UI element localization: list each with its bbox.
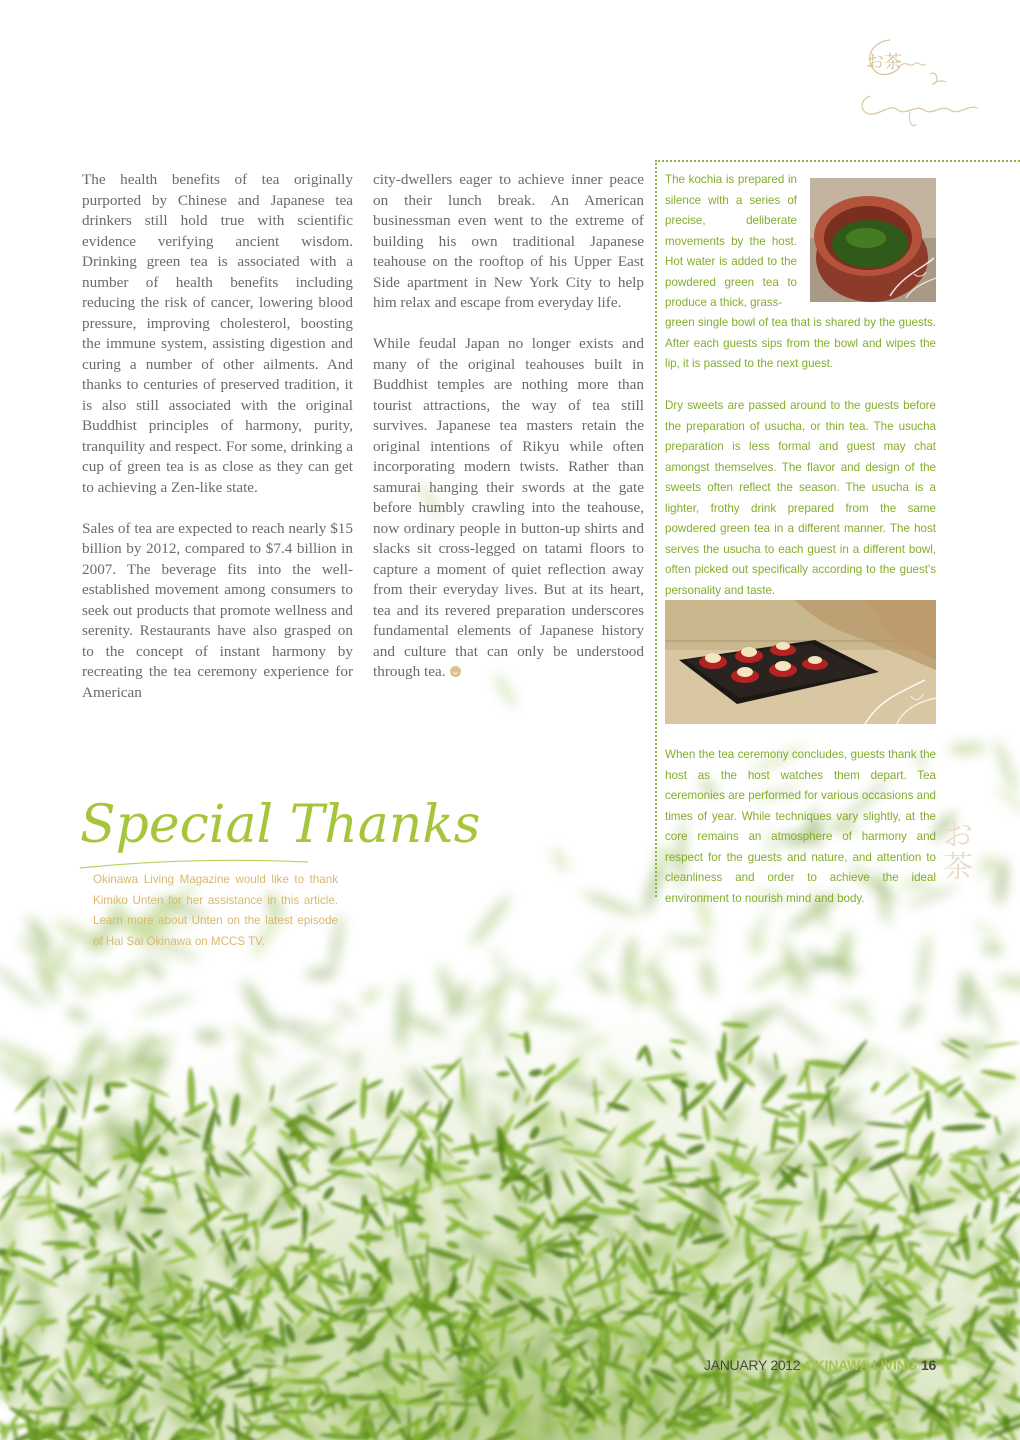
sidebar-text: The kochia is prepared in silence with a series of precise, deliberate movements by the host. Hot water is added to the powdered green tea to produce a thick, grass-: [665, 173, 797, 309]
sweets-tray-photo: [665, 600, 936, 724]
matcha-bowl-photo: [810, 178, 936, 302]
article-paragraph: city-dwellers eager to achieve inner peace on their lunch break. An American businessman even went to the extreme of building his own traditional Japanese teahouse on the rooftop of his Upper East Side apartment in New York City to help him relax and escape from everyday life.: [373, 171, 644, 311]
magazine-name: OKINAWA LIVING: [804, 1357, 918, 1373]
article-paragraph: The health benefits of tea originally purported by Chinese and Japanese tea drinkers still hold true with scientific evidence verifying ancient wisdom. Drinking green tea is associated with a number of health benefits including reducing the risk of cancer, lowering blood pressure, improving cholesterol, boosting the immune system, assisting digestion and curing a number of other ailments. And thanks to centuries of preserved tradition, it is also still associated with the original Buddhist principles of harmony, purity, tranquility and respect. For some, drinking a cup of green tea is as close as they can get to achieving a Zen-like state.: [82, 171, 353, 496]
sidebar-text: Dry sweets are passed around to the guests before the preparation of usucha, or thin tea. The usucha preparation is less formal and guest may chat amongst themselves. The flavor and design of the sweets often reflect the season. The usucha is a lighter, frothy drink prepared from the same powdered green tea in a different manner. The host serves the usucha to each guest in a different bowl, often picked out specifically according to the guest's personality and taste.: [665, 399, 936, 597]
page-footer: [704, 1357, 936, 1379]
article-column-1: [82, 170, 353, 724]
article-column-2: [373, 170, 644, 703]
issue-date: JANUARY 2012: [704, 1357, 801, 1373]
sidebar-text: When the tea ceremony concludes, guests thank the host as the host watches them depart. Tea ceremonies are performed for various occasions and times of year. While techniques vary slightly, at the core remains an atmosphere of harmony and respect for the guests and nature, and attention to cleanliness and order to achieve the ideal environment to nourish mind and body.: [665, 748, 936, 905]
article-paragraph-text: While feudal Japan no longer exists and many of the original teahouses built in Buddhist temples are nothing more than tourist attractions, the way of tea still survives. Japanese tea masters retain the original intentions of Rikyu while often incorporating modern twists. Rather than samurai hanging their swords at the gate before humbly crawling into the teahouse, now ordinary people in button-up shirts and slacks sit cross-legged on tatami floors to capture a moment of quiet reflection away from their everyday lives. But at its heart, tea and its revered preparation underscores fundamental elements of Japanese history and culture that can only be understood through tea.: [373, 335, 644, 680]
end-of-article-icon: [450, 666, 461, 677]
special-thanks-title: [78, 778, 481, 878]
special-thanks-text: Okinawa Living Magazine would like to thank Kimiko Unten for her assistance in this article. Learn more about Unten on the latest episode of Hai Sai Okinawa on MCCS TV.: [93, 873, 338, 948]
cup-of-enlightenment-logo: [850, 20, 990, 140]
sidebar-kanji: お茶: [943, 818, 973, 885]
special-thanks-heading: Special Thanks: [80, 795, 481, 855]
logo-kanji: お茶: [866, 52, 902, 73]
article-paragraph: Sales of tea are expected to reach nearly $15 billion by 2012, compared to $7.4 billion in 2007. The beverage fits into the well-established movement among consumers to seek out products that promote wellness and serenity. Restaurants have also grasped on to the concept of instant harmony by recreating the tea ceremony experience for American: [82, 519, 353, 701]
article-paragraph: [373, 334, 644, 683]
sidebar-text: green single bowl of tea that is shared by the guests. After each guests sips from the bowl and wipes the lip, it is passed to the next guest.: [665, 316, 936, 370]
page-number: 16: [921, 1357, 936, 1373]
